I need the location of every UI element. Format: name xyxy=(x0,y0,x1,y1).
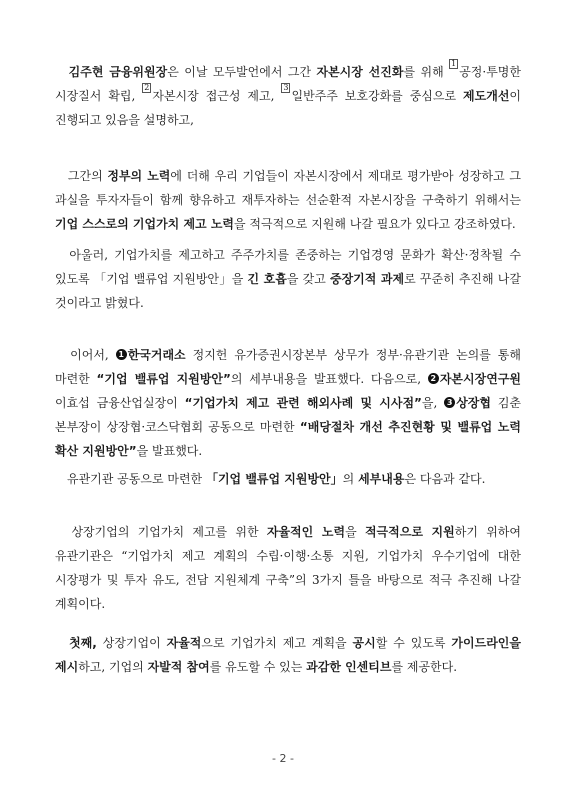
bold-text: 제도개선 xyxy=(463,89,510,103)
body-text: 의 세부내용을 발표했다. 다음으로, xyxy=(230,372,428,386)
bold-text: “기업가치 제고 관련 해외사례 및 시사점” xyxy=(184,396,422,410)
body-text: 그간의 xyxy=(55,169,108,183)
paragraph-long-term-task xyxy=(55,243,525,315)
body-text: 을 xyxy=(345,525,365,539)
body-text: 상장기업의 기업가치 제고를 위한 xyxy=(55,525,267,539)
circled-number-marker: 3 xyxy=(444,397,455,408)
body-text: 공정·투명한 시장질서 확립, xyxy=(55,65,525,103)
body-text: 의 xyxy=(342,472,359,486)
bold-text: “기업 밸류업 지원방안” xyxy=(96,372,231,386)
bold-text: 가이드라인을 제시 xyxy=(55,636,526,674)
body-text: 이어서, xyxy=(55,348,116,362)
body-text: 을 발표했다. xyxy=(136,444,203,458)
paragraph-chairman-remarks xyxy=(55,59,525,132)
body-text: 를 유도할 수 있는 xyxy=(209,660,307,674)
body-text: 으로 기업가치 제고 계획을 xyxy=(201,636,353,650)
circled-number-marker: 2 xyxy=(428,373,439,384)
body-text: 은 이날 모두발언에서 그간 xyxy=(167,65,317,79)
bold-text: 자율적인 노력 xyxy=(266,525,346,539)
body-text xyxy=(55,636,69,650)
body-text: 할 수 있도록 xyxy=(375,636,452,650)
body-text: 정지헌 유가증권시장본부 상무가 정부·유관기관 논의를 통해 마련한 xyxy=(55,348,525,386)
body-text: 로 꾸준히 추진해 나갈 것이라고 밝혔다. xyxy=(55,272,525,310)
circled-number-marker: 1 xyxy=(116,349,127,360)
body-text: 자본시장 접근성 제고, xyxy=(152,89,282,103)
item-number-marker: 1 xyxy=(451,59,457,68)
body-text xyxy=(55,65,69,79)
body-text: 이효섭 금융산업실장이 xyxy=(55,372,525,410)
bold-text: 중장기적 과제 xyxy=(330,272,405,286)
paragraph-government-efforts xyxy=(55,164,525,236)
page-number: - 2 - xyxy=(272,752,294,765)
bold-text: 정부의 노력 xyxy=(107,169,171,183)
bold-text: 자본시장 선진화 xyxy=(316,65,404,79)
body-text: 유관기관 공동으로 마련한 xyxy=(55,472,206,486)
bold-text: 과감한 인센티브 xyxy=(306,660,392,674)
bold-text: 자율적 xyxy=(166,636,202,650)
item-number-marker: 3 xyxy=(283,83,289,92)
bold-text: 김주현 금융위원장 xyxy=(68,65,168,79)
paragraph-first-item xyxy=(55,631,526,679)
bold-text: 상장협 xyxy=(456,396,491,410)
body-text: 일반주주 보호강화를 중심으로 xyxy=(291,89,464,103)
body-text: 을 적극적으로 지원해 나갈 필요가 있다고 강조하였다. xyxy=(234,217,516,231)
body-text: 에 더해 우리 기업들이 자본시장에서 제대로 평가받아 성장하고 그 과실을 투자자들이 함께 향유하고 재투자하는 선순환적 자본시장을 구축하기 위해서는 xyxy=(55,169,525,207)
bold-text: 긴 호흡 xyxy=(247,272,287,286)
bold-text: 적극적으로 지원 xyxy=(364,525,455,539)
bold-text: 첫째, xyxy=(69,636,97,650)
body-text: 를 위해 xyxy=(403,65,450,79)
body-text: 을 갖고 xyxy=(286,272,330,286)
item-number-marker: 2 xyxy=(144,83,150,92)
body-text: 은 다음과 같다. xyxy=(404,472,486,486)
paragraph-framework xyxy=(55,520,525,616)
bold-text: 세부내용 xyxy=(358,472,405,486)
body-text: 을, xyxy=(421,396,445,410)
bold-text: 자본시장연구원 xyxy=(439,372,521,386)
body-text: 이 진행되고 있음을 설명하고, xyxy=(55,89,525,127)
body-text: 김춘 본부장이 상장협·코스닥협회 공동으로 마련한 xyxy=(55,396,525,434)
bold-text: 기업 스스로의 기업가치 제고 노력 xyxy=(55,217,235,231)
body-text: 상장기업이 xyxy=(96,636,167,650)
body-text: 를 제공한다. xyxy=(391,660,458,674)
body-text: 하기 위하여 유관기관은 “기업가치 제고 계획의 수립·이행·소통 지원, 기업가치 우수기업에 대한 시장평가 및 투자 유도, 전담 지원체계 구축”의 3가지 틀을 바탕으로 적극 추진해 나갈 계획이다. xyxy=(55,525,525,611)
bold-text: 한국거래소 xyxy=(127,348,186,362)
bold-text: “배당절차 개선 추진현황 및 밸류업 노력 확산 지원방안” xyxy=(55,420,526,458)
bold-text: 공시 xyxy=(352,636,376,650)
bold-text: 「기업 밸류업 지원방안」 xyxy=(205,472,343,486)
paragraph-details-intro xyxy=(55,467,521,491)
paragraph-presentations xyxy=(55,343,526,463)
body-text: 하고, 기업의 xyxy=(78,660,148,674)
body-text: 아울러, 기업가치를 제고하고 주주가치를 존중하는 기업경영 문화가 확산·정착될 수 있도록 「기업 밸류업 지원방안」을 xyxy=(55,248,525,286)
bold-text: 자발적 참여 xyxy=(147,660,210,674)
